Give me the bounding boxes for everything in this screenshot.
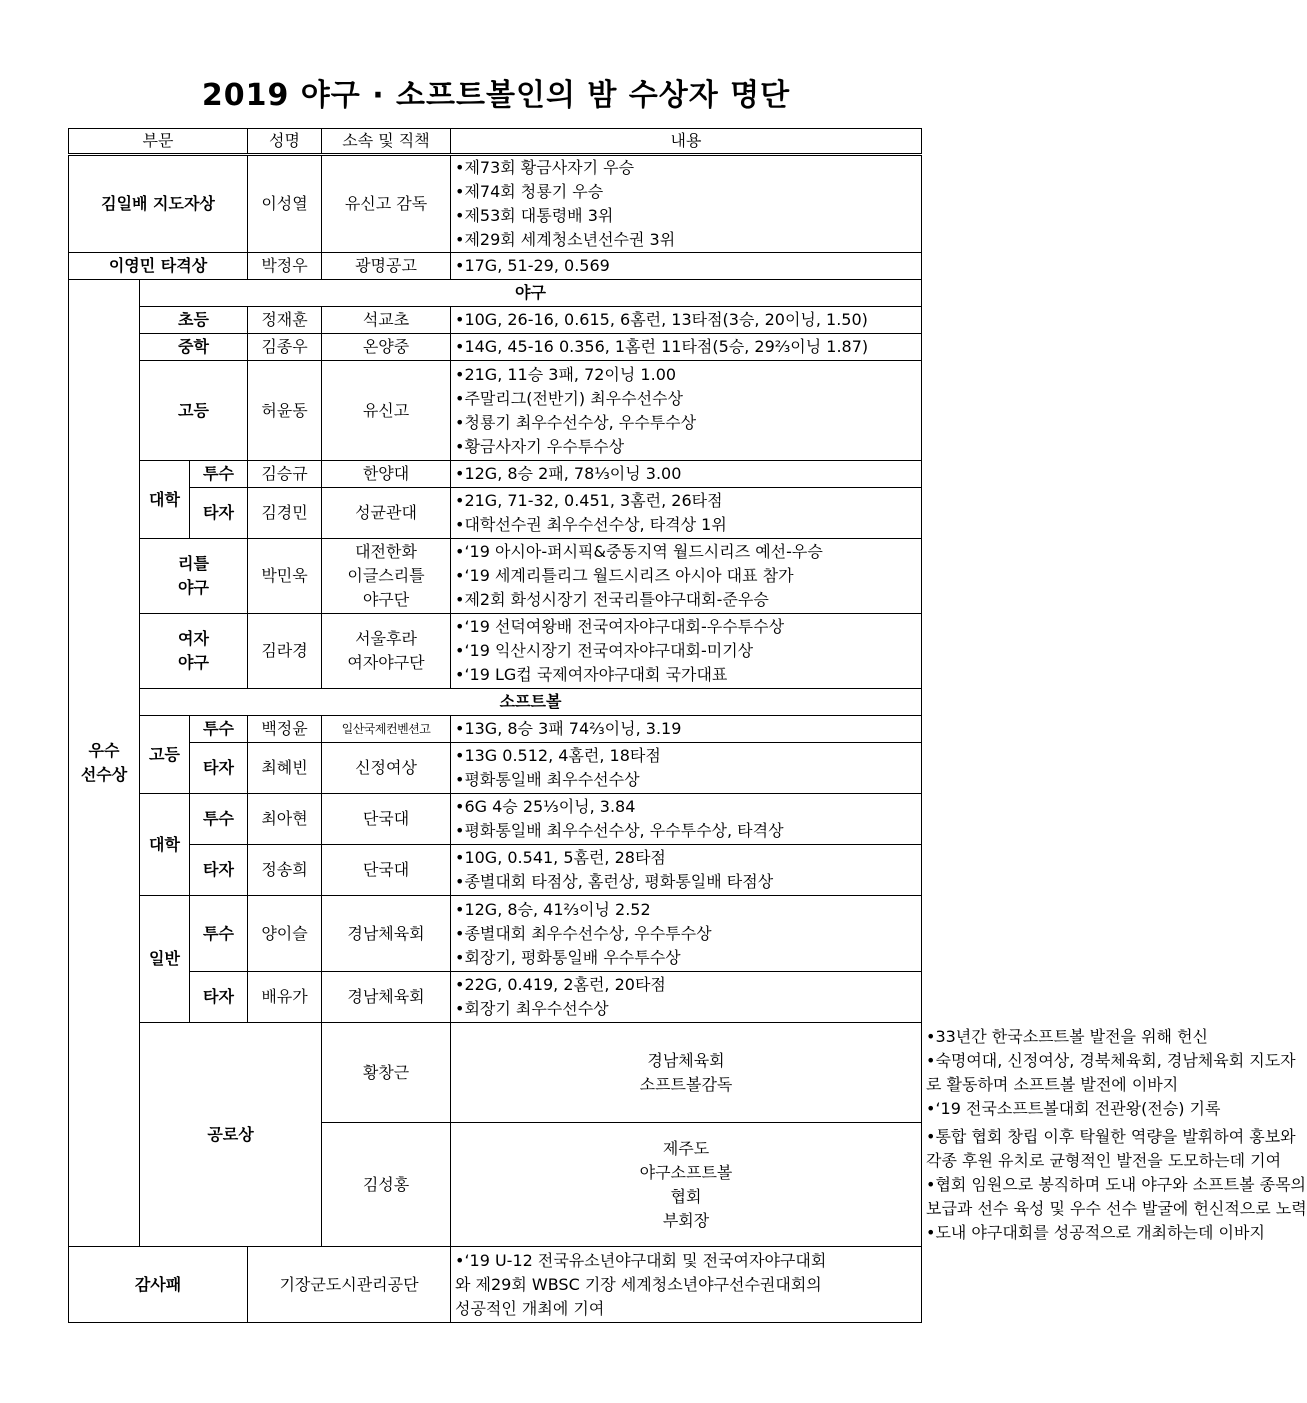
name-cell: 김경민 [248,488,322,539]
affiliation-cell [451,1023,922,1123]
level-cell: 중학 [140,334,248,361]
name-cell: 양이슬 [248,896,322,972]
excellent-category-cell [69,280,140,1247]
name-cell: 김라경 [248,614,322,689]
content-cell [451,614,922,689]
affiliation-line: 부회장 [662,1210,710,1230]
content-cell [451,794,922,845]
role-cell: 투수 [190,716,248,743]
content-line: •주말리그(전반기) 최우수선수상 [455,388,683,408]
level-label: 리틀 [178,554,209,573]
content-cell [451,361,922,461]
name-cell: 배유가 [248,972,322,1023]
content-line: •제73회 황금사자기 우승 [455,158,635,177]
table-row [69,280,922,307]
affiliation-line: 대전한화 [355,542,417,561]
name-cell: 최혜빈 [248,743,322,794]
softball-section-header: 소프트볼 [140,689,922,716]
table-row [69,972,922,1023]
content-line: •제74회 청룡기 우승 [455,182,604,201]
affiliation-cell: 성균관대 [322,488,451,539]
awards-table [68,128,1307,1323]
table-row [69,155,922,253]
affiliation-cell: 유신고 [322,361,451,461]
table-row [69,307,922,334]
affiliation-line: 제주도 [662,1138,710,1158]
table-row: 김성홍 제주도 야구소프트볼 협회 부회장 •통합 협회 창립 이후 탁월한 역량을 발휘하여 홍보와 각종 후원 유치로 균형적인 발전을 도모하는데 기여 •협회 임원으로 봉직하며 도내 야구와 소프트볼 종목의 보급과 선수 육성 및 우수 선수 발굴에 헌신적으로 노력 •도내 야구대회를 성공적으로 개최하는데 이바지 [69,1123,922,1247]
affiliation-cell: 단국대 [322,845,451,896]
content-line: •‘19 U-12 전국유소년야구대회 및 전국여자야구대회 [455,1250,827,1270]
table-row [69,334,922,361]
affiliation-cell: 석교초 [322,307,451,334]
role-cell: 타자 [190,972,248,1023]
name-cell: 김성홍 [322,1123,451,1247]
affiliation-cell [451,1123,922,1247]
content-line: •평화통일배 최우수선수상, 우수투수상, 타격상 [455,821,784,840]
affiliation-cell: 단국대 [322,794,451,845]
role-cell: 투수 [190,461,248,488]
header-row [69,129,922,155]
recipient-cell: 기장군도시관리공단 [248,1247,451,1323]
category-cell: 공로상 [140,1023,322,1247]
level-cell: 초등 [140,307,248,334]
content-cell [451,461,922,488]
content-line: •21G, 11승 3패, 72이닝 1.00 [455,364,677,384]
name-cell: 정송희 [248,845,322,896]
name-cell: 이성열 [248,155,322,253]
affiliation-cell: 경남체육회 [322,896,451,972]
affiliation-cell: 일산국제컨벤션고 [322,716,451,743]
content-line: •10G, 26-16, 0.615, 6홈런, 13타점(3승, 20이닝, 1.50) [455,310,868,329]
content-line: •12G, 8승 2패, 78⅓이닝 3.00 [455,464,682,483]
name-cell: 정재훈 [248,307,322,334]
table-row [69,539,922,614]
table-row [69,253,922,280]
table-row [69,896,922,972]
level-label: 여자 [178,629,209,648]
name-cell: 최아현 [248,794,322,845]
affiliation-cell: 신정여상 [322,743,451,794]
affiliation-cell: 광명공고 [322,253,451,280]
level-cell: 고등 [140,361,248,461]
affiliation-line: 여자야구단 [347,653,425,672]
content-cell [451,307,922,334]
name-cell: 김승규 [248,461,322,488]
content-line: •제2회 화성시장기 전국리틀야구대회-준우승 [455,590,769,609]
level-cell [140,539,248,614]
content-line: •12G, 8승, 41⅔이닝 2.52 [455,899,651,919]
page-title: 2019 야구 · 소프트볼인의 밤 수상자 명단 [201,78,791,113]
level-label: 야구 [178,653,209,672]
content-cell [451,488,922,539]
affiliation-cell: 온양중 [322,334,451,361]
header-name: 성명 [248,129,322,155]
level-cell: 고등 [140,716,190,794]
level-cell: 일반 [140,896,190,1023]
content-cell [451,743,922,794]
affiliation-cell [322,539,451,614]
table-row: 공로상 황창근 경남체육회 소프트볼감독 •33년간 한국소프트볼 발전을 위해 헌신 •숙명여대, 신정여상, 경북체육회, 경남체육회 지도자 로 활동하며 소프트볼 발전에 이바지 •‘19 전국소프트볼대회 전관왕(전승) 기록 [69,1023,922,1123]
role-cell: 투수 [190,794,248,845]
content-line: •제29회 세계청소년선수권 3위 [455,230,676,249]
content-line: •회장기 최우수선수상 [455,999,609,1018]
content-line: •‘19 선덕여왕배 전국여자야구대회-우수투수상 [455,617,785,636]
content-line: •13G, 8승 3패 74⅔이닝, 3.19 [455,719,682,738]
content-line: 성공적인 개최에 기여 [455,1298,605,1318]
table-row [69,794,922,845]
content-cell [451,1247,922,1323]
affiliation-line: 야구단 [362,590,410,609]
name-cell: 김종우 [248,334,322,361]
table-row [69,689,922,716]
level-label: 야구 [178,578,209,597]
table-row [69,461,922,488]
level-cell [140,614,248,689]
table-row [69,488,922,539]
content-line: 와 제29회 WBSC 기장 세계청소년야구선수권대회의 [455,1274,822,1294]
table-row [69,614,922,689]
content-line: •10G, 0.541, 5홈런, 28타점 [455,848,666,867]
table-row [69,361,922,461]
content-line: •13G 0.512, 4홈런, 18타점 [455,746,661,765]
content-line: •‘19 익산시장기 전국여자야구대회-미기상 [455,641,754,660]
baseball-section-header: 야구 [140,280,922,307]
name-cell: 황창근 [322,1023,451,1123]
category-cell: 김일배 지도자상 [69,155,248,253]
content-cell [451,896,922,972]
name-cell: 박민욱 [248,539,322,614]
content-line: •22G, 0.419, 2홈런, 20타점 [455,975,666,994]
content-line: •평화통일배 최우수선수상 [455,770,640,789]
name-cell: 허윤동 [248,361,322,461]
content-cell [451,845,922,896]
affiliation-line: 소프트볼감독 [639,1074,733,1094]
name-cell: 박정우 [248,253,322,280]
content-line: •회장기, 평화통일배 우수투수상 [455,947,681,967]
affiliation-line: 경남체육회 [647,1050,725,1070]
role-cell: 투수 [190,896,248,972]
content-cell [451,253,922,280]
content-line: •대학선수권 최우수선수상, 타격상 1위 [455,515,727,534]
affiliation-cell: 경남체육회 [322,972,451,1023]
content-cell [451,334,922,361]
content-line: •‘19 아시아-퍼시픽&중동지역 월드시리즈 예선-우승 [455,542,823,561]
category-cell: 이영민 타격상 [69,253,248,280]
content-line: •6G 4승 25⅓이닝, 3.84 [455,797,636,816]
affiliation-cell: 유신고 감독 [322,155,451,253]
role-cell: 타자 [190,845,248,896]
content-cell [451,539,922,614]
category-cell: 감사패 [69,1247,248,1323]
content-line: •‘19 세계리틀리그 월드시리즈 아시아 대표 참가 [455,566,794,585]
table-row [69,716,922,743]
level-cell: 대학 [140,794,190,896]
affiliation-line: 야구소프트볼 [639,1162,733,1182]
affiliation-line: 서울후라 [355,629,417,648]
header-category: 부문 [69,129,248,155]
content-line: •황금사자기 우수투수상 [455,436,625,456]
table-row [69,1247,922,1323]
table-row [69,743,922,794]
content-line: •17G, 51-29, 0.569 [455,256,610,275]
excellent-label: 선수상 [80,765,128,784]
content-line: •종별대회 최우수선수상, 우수투수상 [455,923,712,943]
role-cell: 타자 [190,488,248,539]
table-row [69,845,922,896]
content-line: •21G, 71-32, 0.451, 3홈런, 26타점 [455,491,723,510]
role-cell: 타자 [190,743,248,794]
excellent-label: 우수 [88,741,120,760]
name-cell: 백정윤 [248,716,322,743]
content-cell [451,972,922,1023]
affiliation-line: 이글스리틀 [347,566,425,585]
affiliation-cell: 한양대 [322,461,451,488]
content-line: •14G, 45-16 0.356, 1홈런 11타점(5승, 29⅔이닝 1.87) [455,337,869,356]
content-cell [451,155,922,253]
affiliation-line: 협회 [670,1186,702,1206]
content-line: •청룡기 최우수선수상, 우수투수상 [455,412,697,432]
level-cell: 대학 [140,461,190,539]
content-cell [451,716,922,743]
content-line: •제53회 대통령배 3위 [455,206,614,225]
affiliation-cell [322,614,451,689]
content-line: •종별대회 타점상, 홈런상, 평화통일배 타점상 [455,872,774,891]
header-affiliation: 소속 및 직책 [322,129,451,155]
header-content: 내용 [451,129,922,155]
content-line: •‘19 LG컵 국제여자야구대회 국가대표 [455,665,728,684]
